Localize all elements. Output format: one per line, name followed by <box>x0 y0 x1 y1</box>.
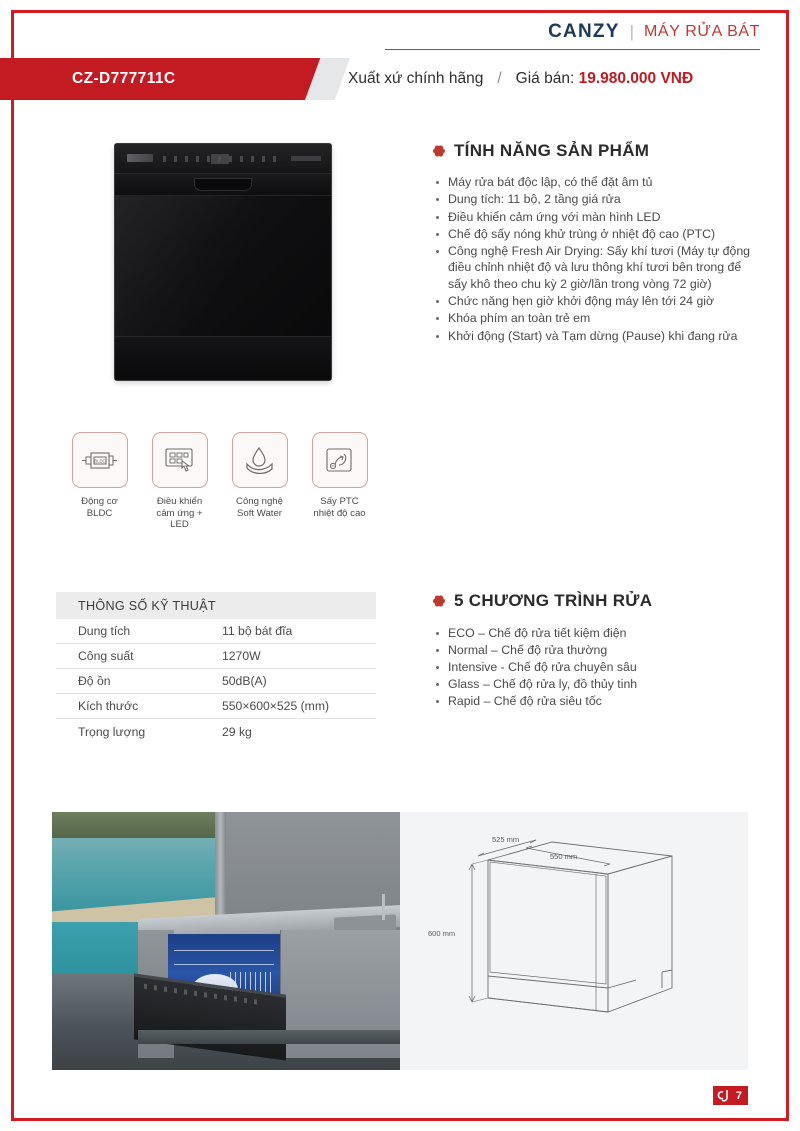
list-item: Chức năng hẹn giờ khởi động máy lên tới 24 giờ <box>432 293 762 309</box>
kitchen-lifestyle-photo <box>52 812 400 1070</box>
dishwasher-brand-mark <box>127 154 153 162</box>
programs-list <box>432 625 762 710</box>
window-treeline <box>52 812 222 838</box>
list-item: Công nghệ Fresh Air Drying: Sấy khí tươi (Máy tự động điều chỉnh nhiệt độ và lưu thông khí tươi bên trong để sấy khô theo chu kỳ 2 giờ/lần trong vòng 72 giờ) <box>432 243 762 292</box>
kitchen-faucet <box>382 894 385 920</box>
programs-heading <box>432 591 762 611</box>
list-item: Khóa phím an toàn trẻ em <box>432 310 762 326</box>
dimension-drawing <box>400 812 748 1070</box>
spec-value: 11 bộ bát đĩa <box>222 624 293 638</box>
title-bar-info <box>348 58 693 100</box>
dishwasher-led-display <box>211 154 229 164</box>
title-bar <box>0 58 800 100</box>
feature-icon-cell <box>310 432 369 531</box>
dishwasher-upper-rack <box>174 950 274 951</box>
specs-table-header: THÔNG SỐ KỸ THUẬT <box>56 592 376 619</box>
spec-value: 550×600×525 (mm) <box>222 699 330 713</box>
bldc-motor-icon <box>72 432 128 488</box>
spec-key: Trọng lượng <box>78 724 146 739</box>
list-item: Glass – Chế độ rửa ly, đồ thủy tinh <box>432 676 762 693</box>
icon-label-line1: Điều khiển <box>156 496 203 507</box>
icon-label <box>310 496 369 519</box>
icon-label <box>150 496 209 531</box>
programs-title: 5 CHƯƠNG TRÌNH RỬA <box>454 591 653 610</box>
dishwasher-door-glass <box>115 196 331 336</box>
dimension-diagram-panel <box>400 812 748 1070</box>
wash-programs-section <box>432 591 762 710</box>
icon-label-line1: Động cơ <box>81 496 118 507</box>
spec-value: 1270W <box>222 649 261 663</box>
flower-bullet-icon <box>432 595 445 608</box>
table-row <box>56 719 376 744</box>
list-item: Normal – Chế độ rửa thường <box>432 642 762 659</box>
features-heading <box>432 141 762 161</box>
features-list <box>432 174 762 344</box>
icon-label-line2: BLDC <box>86 507 113 519</box>
touch-control-led-icon <box>152 432 208 488</box>
flower-bullet-icon <box>432 145 445 158</box>
spec-value: 50dB(A) <box>222 674 267 688</box>
depth-dimension-label: 525 mm <box>492 835 520 844</box>
dishwasher-handle-recess <box>194 178 252 191</box>
price-label: Giá bán: <box>515 70 575 87</box>
list-item: Chế độ sấy nóng khử trùng ở nhiệt độ cao (PTC) <box>432 226 762 242</box>
list-item: Máy rửa bát độc lập, có thể đặt âm tủ <box>432 174 762 190</box>
canzy-mark-icon <box>717 1089 731 1102</box>
width-dimension-label: 550 mm <box>550 852 578 861</box>
icon-label-line2: Soft Water <box>237 507 282 519</box>
cabinet-kickboard <box>138 1030 400 1044</box>
ptc-drying-icon <box>312 432 368 488</box>
list-item: Điều khiển cảm ứng với màn hình LED <box>432 209 762 225</box>
icon-label-line1: Công nghệ <box>236 496 283 507</box>
features-title: TÍNH NĂNG SẢN PHẨM <box>454 141 650 160</box>
icon-label-line2: cảm ứng + LED <box>156 507 203 531</box>
dishwasher-mid-rack <box>174 964 274 965</box>
icon-label <box>70 496 129 519</box>
dishwasher-lower-panel <box>115 336 331 380</box>
price-value: 19.980.000 VNĐ <box>578 70 694 87</box>
specifications-table <box>56 592 376 744</box>
header-separator: | <box>629 22 634 41</box>
page-number-badge <box>713 1086 748 1105</box>
brand-header <box>400 18 760 46</box>
brand-logo-canzy: CANZY <box>548 21 620 42</box>
soft-water-icon <box>232 432 288 488</box>
list-item: Dung tích: 11 bộ, 2 tầng giá rửa <box>432 191 762 207</box>
product-photo-dishwasher <box>98 133 350 383</box>
table-row <box>56 644 376 669</box>
price-group <box>516 70 694 88</box>
spec-key: Dung tích <box>78 624 131 638</box>
product-model-code: CZ-D777711C <box>72 70 176 87</box>
dishwasher-control-panel <box>115 144 331 174</box>
table-row <box>56 619 376 644</box>
spec-key: Công suất <box>78 649 134 663</box>
spec-value: 29 kg <box>222 724 252 739</box>
product-category-label: MÁY RỬA BÁT <box>644 23 760 40</box>
table-row <box>56 694 376 719</box>
icon-label-line1: Sấy PTC <box>320 496 359 507</box>
dishwasher-body <box>114 143 332 381</box>
dishwasher-model-print <box>291 156 321 161</box>
feature-icon-cell <box>70 432 129 531</box>
table-row <box>56 669 376 694</box>
feature-icons-row <box>70 432 390 531</box>
features-section <box>432 141 762 345</box>
spec-key: Độ ồn <box>78 674 111 688</box>
list-item: ECO – Chế độ rửa tiết kiệm điện <box>432 625 762 642</box>
svg-text:BLDC: BLDC <box>93 458 106 464</box>
title-separator: / <box>497 70 502 87</box>
list-item: Rapid – Chế độ rửa siêu tốc <box>432 693 762 710</box>
list-item: Intensive - Chế độ rửa chuyên sâu <box>432 659 762 676</box>
origin-label: Xuất xứ chính hãng <box>348 70 484 87</box>
icon-label <box>230 496 289 519</box>
feature-icon-cell <box>150 432 209 531</box>
height-dimension-label: 600 mm <box>428 929 456 938</box>
icon-label-line2: nhiệt độ cao <box>313 507 366 519</box>
list-item: Khởi động (Start) và Tạm dừng (Pause) khi đang rửa <box>432 328 762 344</box>
page-number: 7 <box>735 1089 742 1102</box>
header-divider-line <box>385 49 760 50</box>
feature-icon-cell <box>230 432 289 531</box>
spec-key: Kích thước <box>78 699 139 713</box>
